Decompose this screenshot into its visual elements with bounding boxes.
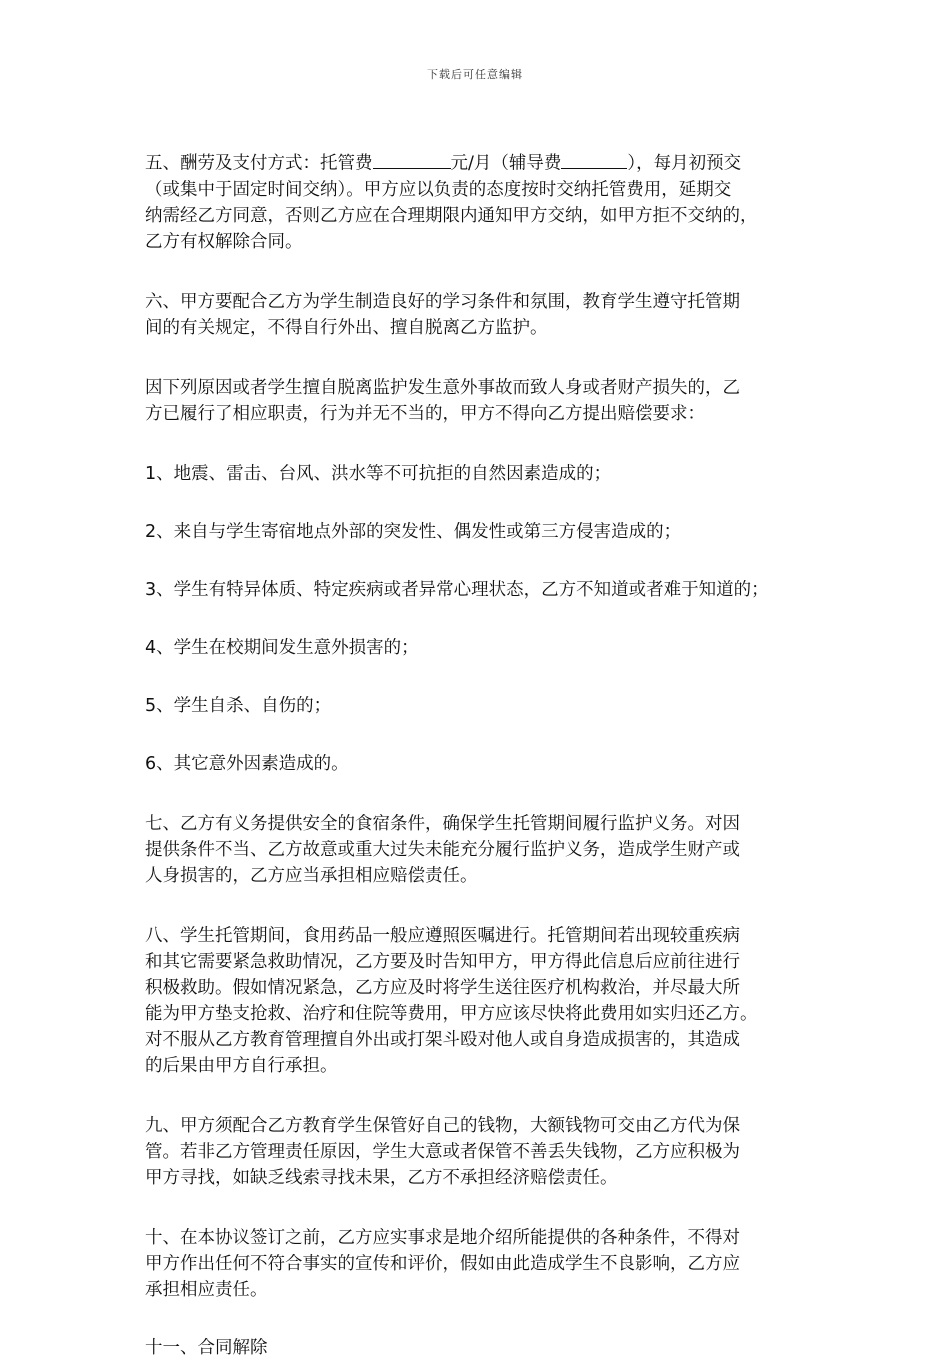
paragraph-line: 6、其它意外因素造成的。: [145, 753, 349, 774]
paragraph: [145, 1335, 825, 1361]
paragraph: [145, 289, 825, 341]
paragraph-line: 5、学生自杀、自伤的；: [145, 695, 332, 716]
paragraph-line: 九、甲方须配合乙方教育学生保管好自己的钱物，大额钱物可交由乙方代为保: [145, 1115, 740, 1136]
paragraph-line: 提供条件不当、乙方故意或重大过失未能充分履行监护义务，造成学生财产或: [145, 839, 740, 860]
paragraph-line: 人身损害的，乙方应当承担相应赔偿责任。: [145, 865, 478, 886]
paragraph: [145, 923, 825, 1079]
page-header: 下载后可任意编辑: [427, 68, 523, 81]
paragraph-line: 八、学生托管期间，食用药品一般应遵照医嘱进行。托管期间若出现较重疾病: [145, 925, 740, 946]
paragraph-line: 的后果由甲方自行承担。: [145, 1055, 338, 1076]
paragraph-line: 管。若非乙方管理责任原因，学生大意或者保管不善丢失钱物，乙方应积极为: [145, 1141, 740, 1162]
paragraph: [145, 461, 825, 487]
fill-in-blank[interactable]: [561, 150, 627, 169]
document-body: [145, 150, 825, 1361]
paragraph-line: 间的有关规定，不得自行外出、擅自脱离乙方监护。: [145, 317, 548, 338]
paragraph: [145, 635, 825, 661]
paragraph-line: 1、地震、雷击、台风、洪水等不可抗拒的自然因素造成的；: [145, 463, 612, 484]
text-segment: 元/月（辅导费: [450, 153, 562, 174]
paragraph-line: 积极救助。假如情况紧急，乙方应及时将学生送往医疗机构救治，并尽最大所: [145, 977, 740, 998]
paragraph-line: （或集中于固定时间交纳）。甲方应以负责的态度按时交纳托管费用，延期交: [145, 179, 732, 200]
paragraph: [145, 1113, 825, 1191]
paragraph: [145, 375, 825, 427]
paragraph-line: 因下列原因或者学生擅自脱离监护发生意外事故而致人身或者财产损失的，乙: [145, 377, 740, 398]
paragraph-line: 对不服从乙方教育管理擅自外出或打架斗殴对他人或自身造成损害的，其造成: [145, 1029, 740, 1050]
paragraph-line: 和其它需要紧急救助情况，乙方要及时告知甲方，甲方得此信息后应前往进行: [145, 951, 740, 972]
text-segment: 五、酬劳及支付方式：托管费: [145, 153, 373, 174]
paragraph: [145, 751, 825, 777]
paragraph: [145, 1225, 825, 1303]
paragraph: [145, 693, 825, 719]
paragraph-line: 十一、合同解除: [145, 1337, 268, 1358]
paragraph-line: 3、学生有特异体质、特定疾病或者异常心理状态，乙方不知道或者难于知道的；: [145, 579, 769, 600]
paragraph-line: 甲方寻找，如缺乏线索寻找未果，乙方不承担经济赔偿责任。: [145, 1167, 618, 1188]
paragraph-line: 方已履行了相应职责，行为并无不当的，甲方不得向乙方提出赔偿要求：: [145, 403, 705, 424]
paragraph-line: 七、乙方有义务提供安全的食宿条件，确保学生托管期间履行监护义务。对因: [145, 813, 740, 834]
paragraph-line: 甲方作出任何不符合事实的宣传和评价，假如由此造成学生不良影响，乙方应: [145, 1253, 740, 1274]
paragraph-line: 2、来自与学生寄宿地点外部的突发性、偶发性或第三方侵害造成的；: [145, 521, 682, 542]
paragraph-line: 4、学生在校期间发生意外损害的；: [145, 637, 419, 658]
paragraph: [145, 519, 825, 545]
paragraph-line: 乙方有权解除合同。: [145, 231, 303, 252]
text-segment: ），每月初预交: [627, 153, 742, 174]
paragraph-line: 纳需经乙方同意，否则乙方应在合理期限内通知甲方交纳，如甲方拒不交纳的，: [145, 205, 758, 226]
paragraph-line: 能为甲方垫支抢救、治疗和住院等费用，甲方应该尽快将此费用如实归还乙方。: [145, 1003, 758, 1024]
paragraph-line: 六、甲方要配合乙方为学生制造良好的学习条件和氛围，教育学生遵守托管期: [145, 291, 740, 312]
fill-in-blank[interactable]: [373, 150, 451, 169]
paragraph-line: 承担相应责任。: [145, 1279, 268, 1300]
paragraph: [145, 150, 825, 255]
paragraph: [145, 811, 825, 889]
paragraph-line: [145, 150, 825, 177]
paragraph-line: 十、在本协议签订之前，乙方应实事求是地介绍所能提供的各种条件，不得对: [145, 1227, 740, 1248]
paragraph: [145, 577, 825, 603]
